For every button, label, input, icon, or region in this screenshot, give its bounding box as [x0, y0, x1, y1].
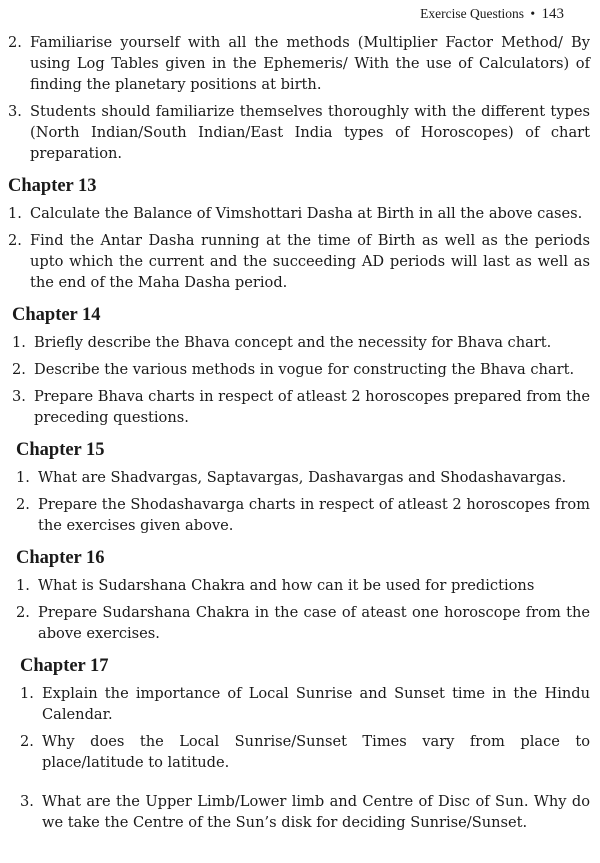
- chapter-heading: Chapter 16: [16, 548, 105, 568]
- item-number: 2.: [16, 496, 30, 513]
- item-text: Prepare Bhava charts in respect of atleast 2 horoscopes prepared from the preceding questions.: [34, 388, 590, 426]
- item-text: Familiarise yourself with all the methods (Multiplier Factor Method/ By using Log Tables given in the Ephemeris/ With the use of Calculators) of finding the planetary positions at birth.: [30, 34, 590, 93]
- chapter-15-section: [8, 438, 590, 536]
- list-item: [8, 230, 590, 293]
- item-number: 3.: [8, 103, 22, 120]
- item-number: 2.: [12, 361, 26, 378]
- item-text: Why does the Local Sunrise/Sunset Times vary from place to place/latitude to latitude.: [42, 733, 590, 771]
- chapter-14-section: [8, 303, 590, 428]
- list-item: [12, 332, 590, 353]
- list-item: [16, 467, 590, 488]
- list-item: [16, 575, 590, 596]
- chapter-heading: Chapter 13: [8, 176, 97, 196]
- item-text: Students should familiarize themselves thoroughly with the different types (North Indian/South Indian/East India types of Horoscopes) of chart preparation.: [30, 103, 590, 162]
- list-item: [8, 203, 590, 224]
- list-item: [16, 494, 590, 536]
- item-number: 1.: [16, 577, 30, 594]
- item-text: What is Sudarshana Chakra and how can it be used for predictions: [38, 577, 535, 594]
- chapter-heading: Chapter 15: [16, 440, 105, 460]
- item-number: 1.: [20, 685, 34, 702]
- spacer: [20, 779, 590, 791]
- chapter-heading: Chapter 17: [20, 656, 109, 676]
- list-item: [12, 386, 590, 428]
- page-number: 143: [541, 6, 564, 22]
- list-item: [20, 683, 590, 725]
- item-number: 3.: [12, 388, 26, 405]
- chapter-heading: Chapter 14: [12, 305, 101, 325]
- item-text: Prepare the Shodashavarga charts in respect of atleast 2 horoscopes from the exercises given above.: [38, 496, 590, 534]
- item-number: 2.: [8, 232, 22, 249]
- item-number: 1.: [16, 469, 30, 486]
- chapter-13-section: [8, 174, 590, 293]
- item-text: What are the Upper Limb/Lower limb and Centre of Disc of Sun. Why do we take the Centre of the Sun’s disk for deciding Sunrise/Sunset.: [42, 793, 590, 831]
- item-number: 3.: [20, 793, 34, 810]
- header-title: Exercise Questions: [420, 6, 525, 21]
- list-item: [20, 791, 590, 833]
- list-item: [16, 602, 590, 644]
- item-number: 1.: [8, 205, 22, 222]
- list-item: [8, 32, 590, 95]
- item-number: 1.: [12, 334, 26, 351]
- item-text: Calculate the Balance of Vimshottari Dasha at Birth in all the above cases.: [30, 205, 583, 222]
- item-number: 2.: [8, 34, 22, 51]
- running-header: [8, 4, 590, 24]
- item-text: Explain the importance of Local Sunrise and Sunset time in the Hindu Calendar.: [42, 685, 590, 723]
- item-number: 2.: [16, 604, 30, 621]
- list-item: [12, 359, 590, 380]
- intro-list: [8, 32, 590, 164]
- item-text: Find the Antar Dasha running at the time of Birth as well as the periods upto which the current and the succeeding AD periods will last as well as the end of the Maha Dasha period.: [30, 232, 590, 291]
- item-number: 2.: [20, 733, 34, 750]
- item-text: What are Shadvargas, Saptavargas, Dashavargas and Shodashavargas.: [38, 469, 567, 486]
- list-item: [8, 101, 590, 164]
- chapter-17-section: [8, 654, 590, 833]
- header-separator: •: [530, 6, 536, 21]
- item-text: Prepare Sudarshana Chakra in the case of ateast one horoscope from the above exercises.: [38, 604, 590, 642]
- list-item: [20, 731, 590, 773]
- chapter-16-section: [8, 546, 590, 644]
- item-text: Describe the various methods in vogue for constructing the Bhava chart.: [34, 361, 575, 378]
- item-text: Briefly describe the Bhava concept and the necessity for Bhava chart.: [34, 334, 552, 351]
